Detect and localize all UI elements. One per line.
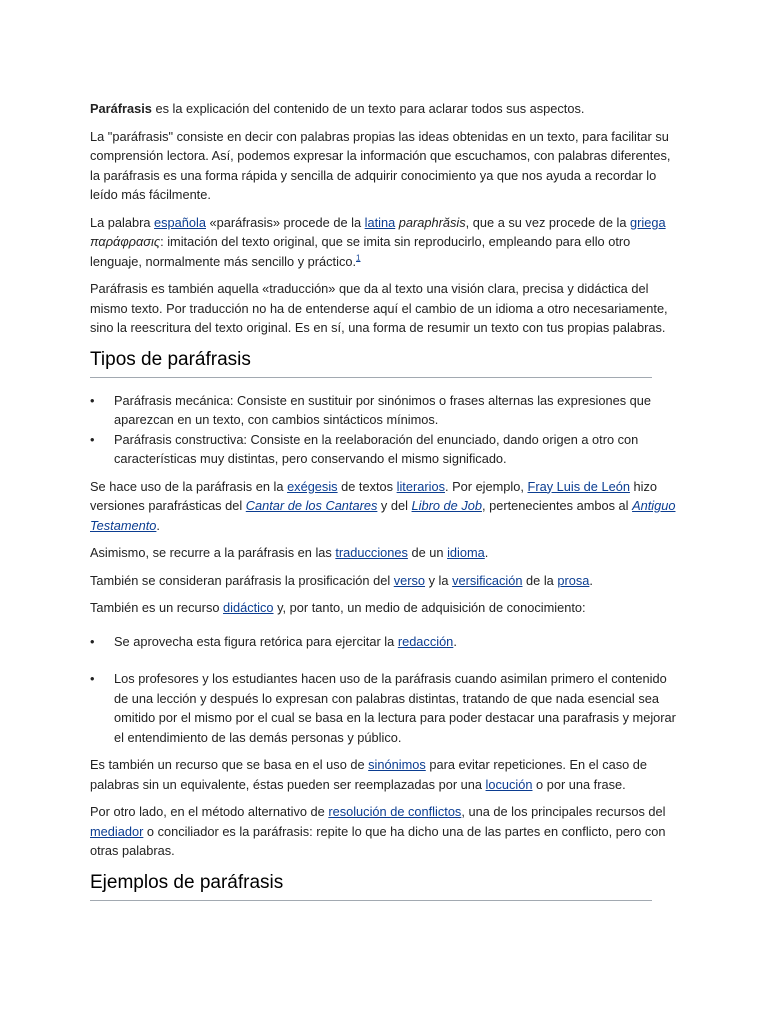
text-span: para evitar repeticiones. En el caso de palabras sin un equivalente, éstas pueden ser reemplazadas por una — [90, 757, 648, 792]
definition-paragraph: La "paráfrasis" consiste en decir con palabras propias las ideas obtenidas en un texto, para facilitar su comprensión lectora. Así, podemos expresar la información que escuchamos, con palabras diferentes, la paráfrasis es una forma rápida y sencilla de adquirir conocimiento ya que nos ayuda a recordar lo leído más fácilmente. — [90, 128, 671, 202]
link-locucion[interactable]: locución — [485, 776, 533, 792]
link-sinonimos[interactable]: sinónimos — [368, 757, 426, 772]
term-bold: Paráfrasis — [90, 101, 152, 116]
link-resolucion-de-conflictos[interactable]: resolución de conflictos — [328, 804, 462, 819]
section-heading-ejemplos: Ejemplos de paráfrasis — [90, 869, 652, 901]
list-item-text: . — [453, 633, 457, 649]
bullet: • — [90, 671, 95, 686]
list-item-text: Se aprovecha esta figura retórica para ejercitar la — [114, 633, 398, 649]
link-versificacion[interactable]: versificación — [452, 572, 523, 588]
link-fray-luis-de-leon[interactable]: Fray Luis de León — [527, 478, 630, 494]
bullet: • — [90, 431, 95, 447]
text-span: «paráfrasis» procede de la — [206, 214, 365, 230]
text-span: o por una frase. — [532, 776, 626, 792]
prosification-paragraph — [90, 571, 680, 591]
exegesis-paragraph — [90, 477, 680, 536]
text-span: , pertenecientes ambos al — [481, 498, 633, 513]
link-latina[interactable]: latina — [364, 214, 396, 230]
text-span: Por otro lado, en el método alternativo de — [90, 804, 329, 819]
synonyms-paragraph — [90, 755, 680, 794]
text-span: Se hace uso de la paráfrasis en la — [90, 478, 288, 494]
list-item — [90, 669, 680, 747]
reference-1-link[interactable]: 1 — [356, 253, 361, 263]
text-span: . — [589, 572, 593, 588]
link-verso[interactable]: verso — [393, 572, 426, 588]
link-espanola[interactable]: española — [154, 214, 206, 230]
bullet: • — [90, 392, 95, 408]
text-span: También es un recurso — [90, 600, 224, 615]
list-item-text: Paráfrasis constructiva: Consiste en la reelaboración del enunciado, dando origen a otro con características muy distintas, pero conservando el mismo significado. — [114, 431, 639, 466]
text-span: . — [484, 545, 489, 560]
link-cantar-de-los-cantares[interactable]: Cantar de los Cantares — [245, 498, 378, 513]
text-span: y, por tanto, un medio de adquisición de conocimiento: — [273, 600, 586, 615]
etymology-paragraph — [90, 213, 680, 272]
types-list — [90, 391, 680, 469]
link-literarios[interactable]: literarios — [396, 478, 445, 494]
uses-list — [90, 632, 680, 748]
link-didactico[interactable]: didáctico — [223, 600, 274, 615]
text-span: Asimismo, se recurre a la paráfrasis en las — [90, 545, 336, 560]
link-libro-de-job[interactable]: Libro de Job — [411, 498, 482, 513]
list-item-text: Los profesores y los estudiantes hacen uso de la paráfrasis cuando asimilan primero el contenido de una lección y después lo expresan con palabras distintas, tratando de que nada esencial sea omitido por el mismo por el cual se basa en la lectura para poder destacar una parafrasis y mejorar el entendimiento de las demás personas y público. — [114, 671, 676, 745]
text-span: . — [156, 517, 160, 533]
text-span: de un — [407, 545, 448, 560]
latin-term: paraphrăsis — [398, 214, 466, 230]
translation-paragraph: Paráfrasis es también aquella «traducción» que da al texto una visión clara, precisa y didáctica del mismo texto. Por traducción no ha de entenderse aquí el cambio de un idioma a otro necesariamente, sino la reescritura del texto original. Es en sí, una forma de resumir un texto con tus propias palabras. — [90, 281, 668, 335]
list-item — [90, 632, 680, 652]
text-span: : imitación del texto original, que se imita sin reproducirlo, empleando para ello otro lenguaje, normalmente más sencillo y práctico. — [90, 234, 631, 269]
text-span: hizo versiones parafrásticas del — [90, 478, 657, 513]
text-span: . Por ejemplo, — [444, 478, 528, 494]
link-mediador[interactable]: mediador — [90, 823, 144, 839]
section-heading-tipos: Tipos de paráfrasis — [90, 346, 652, 378]
text-span: , que a su vez procede de la — [465, 214, 631, 230]
article-body — [90, 99, 680, 901]
text-span: Es también un recurso que se basa en el uso de — [90, 757, 369, 772]
conflict-resolution-paragraph — [90, 802, 680, 861]
list-item-text: Paráfrasis mecánica: Consiste en sustituir por sinónimos o frases alternas las expresiones que aparezcan en un texto, con cambios sintácticos mínimos. — [114, 392, 652, 427]
text-span: También se consideran paráfrasis la prosificación del — [90, 572, 394, 588]
link-exegesis[interactable]: exégesis — [287, 478, 338, 494]
list-item — [90, 430, 680, 469]
text-span: o conciliador es la paráfrasis: repite lo que ha dicho una de las partes en conflicto, pero con otras palabras. — [90, 823, 666, 858]
text-span: y la — [425, 572, 453, 588]
link-griega[interactable]: griega — [630, 214, 666, 230]
intro-text: es la explicación del contenido de un texto para aclarar todos sus aspectos. — [151, 101, 585, 116]
text-span: de la — [522, 572, 558, 588]
link-antiguo-testamento[interactable]: Antiguo Testamento — [90, 498, 676, 533]
intro-paragraph — [90, 99, 680, 119]
text-span: de textos — [337, 478, 397, 494]
text-span: y del — [377, 498, 412, 513]
didactic-paragraph — [90, 598, 680, 618]
text-span: La palabra — [90, 214, 155, 230]
bullet: • — [90, 633, 95, 649]
link-idioma[interactable]: idioma — [447, 545, 485, 560]
link-prosa[interactable]: prosa — [557, 572, 590, 588]
translations-paragraph — [90, 543, 680, 563]
greek-term: παράφρασις — [90, 234, 161, 249]
text-span: , una de los principales recursos del — [461, 804, 666, 819]
link-traducciones[interactable]: traducciones — [335, 545, 408, 560]
link-redaccion[interactable]: redacción — [397, 633, 454, 649]
list-item — [90, 391, 680, 430]
